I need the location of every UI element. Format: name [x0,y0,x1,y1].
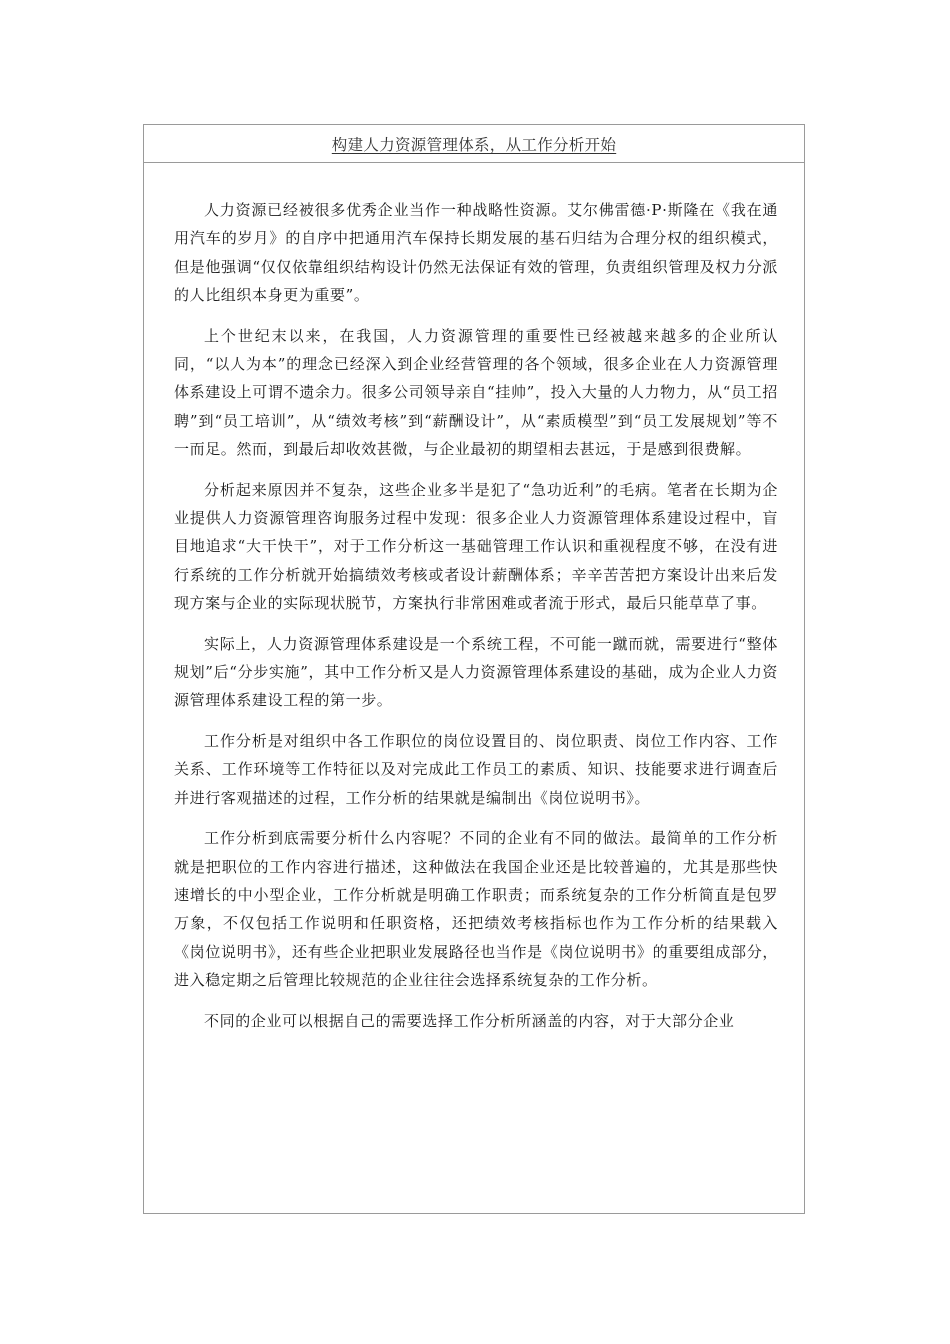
document-body [144,163,804,1035]
document-title: 构建人力资源管理体系，从工作分析开始 [331,135,617,154]
paragraph-4: 实际上，人力资源管理体系建设是一个系统工程，不可能一蹴而就，需要进行“整体规划”后“分步实施”，其中工作分析又是人力资源管理体系建设的基础，成为企业人力资源管理体系建设工程的第一步。 [174,634,778,710]
paragraph-7: 不同的企业可以根据自己的需要选择工作分析所涵盖的内容，对于大部分企业 [204,1011,735,1030]
paragraph-3: 分析起来原因并不复杂，这些企业多半是犯了“急功近利”的毛病。笔者在长期为企业提供人力资源管理咨询服务过程中发现：很多企业人力资源管理体系建设过程中，盲目地追求“大干快干”，对于工作分析这一基础管理工作认识和重视程度不够，在没有进行系统的工作分析就开始搞绩效考核或者设计薪酬体系；辛辛苦苦把方案设计出来后发现方案与企业的实际现状脱节，方案执行非常困难或者流于形式，最后只能草草了事。 [174,480,778,612]
paragraph-2: 上个世纪末以来，在我国，人力资源管理的重要性已经被越来越多的企业所认同，“以人为本”的理念已经深入到企业经营管理的各个领域，很多企业在人力资源管理体系建设上可谓不遗余力。很多公司领导亲自“挂帅”，投入大量的人力物力，从“员工招聘”到“员工培训”，从“绩效考核”到“薪酬设计”，从“素质模型”到“员工发展规划”等不一而足。然而，到最后却收效甚微，与企业最初的期望相去甚远，于是感到很费解。 [174,326,778,458]
paragraph-6: 工作分析到底需要分析什么内容呢？不同的企业有不同的做法。最简单的工作分析就是把职位的工作内容进行描述，这种做法在我国企业还是比较普遍的，尤其是那些快速增长的中小型企业，工作分析就是明确工作职责；而系统复杂的工作分析简直是包罗万象，不仅包括工作说明和任职资格，还把绩效考核指标也作为工作分析的结果载入《岗位说明书》，还有些企业把职业发展路径也当作是《岗位说明书》的重要组成部分，进入稳定期之后管理比较规范的企业往往会选择系统复杂的工作分析。 [174,829,778,989]
document-frame [143,124,805,1214]
paragraph-1: 人力资源已经被很多优秀企业当作一种战略性资源。艾尔佛雷德·P·斯隆在《我在通用汽车的岁月》的自序中把通用汽车保持长期发展的基石归结为合理分权的组织模式，但是他强调“仅仅依靠组织结构设计仍然无法保证有效的管理，负责组织管理及权力分派的人比组织本身更为重要”。 [174,201,778,304]
title-row [144,125,804,163]
paragraph-5: 工作分析是对组织中各工作职位的岗位设置目的、岗位职责、岗位工作内容、工作关系、工作环境等工作特征以及对完成此工作员工的素质、知识、技能要求进行调查后并进行客观描述的过程，工作分析的结果就是编制出《岗位说明书》。 [174,732,778,807]
